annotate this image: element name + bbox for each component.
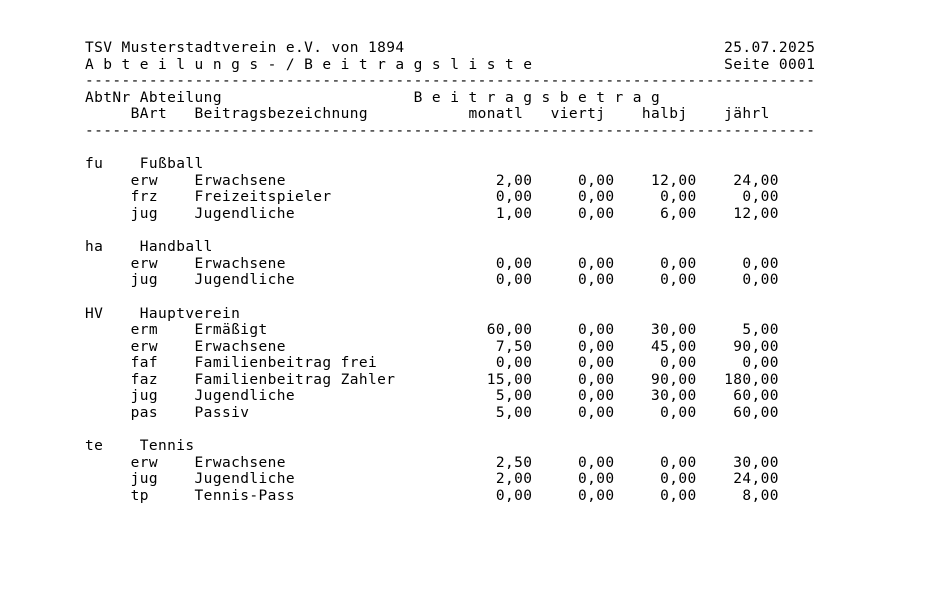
report-text: [85, 40, 875, 505]
section-spacer: [85, 289, 875, 306]
table-row: frz Freizeitspieler 0,00 0,00 0,00 0,00: [85, 189, 779, 206]
table-row: jug Jugendliche 1,00 0,00 6,00 12,00: [85, 205, 779, 222]
table-row: faz Familienbeitrag Zahler 15,00 0,00 90,00 180,00: [85, 371, 779, 388]
section-header: fu Fußball: [85, 156, 204, 173]
section-spacer: [85, 422, 875, 439]
report-header-title: A b t e i l u n g s - / B e i t r a g s l i s t e Seite 0001: [85, 56, 816, 73]
table-row: faf Familienbeitrag frei 0,00 0,00 0,00 0,00: [85, 355, 779, 372]
table-row: erw Erwachsene 2,50 0,00 0,00 30,00: [85, 454, 779, 471]
table-row: erw Erwachsene 7,50 0,00 45,00 90,00: [85, 338, 779, 355]
report-spacer: [85, 140, 875, 157]
report-rule-top: --------------------------------------------------------------------------------: [85, 73, 816, 90]
report-rule-bottom: --------------------------------------------------------------------------------: [85, 122, 816, 139]
table-row: tp Tennis-Pass 0,00 0,00 0,00 8,00: [85, 488, 779, 505]
report-column-header-2: BArt Beitragsbezeichnung monatl viertj halbj jährl: [85, 106, 770, 123]
report-header-org: TSV Musterstadtverein e.V. von 1894 25.07.2025: [85, 40, 816, 56]
table-row: jug Jugendliche 2,00 0,00 0,00 24,00: [85, 471, 779, 488]
section-header: ha Handball: [85, 239, 213, 256]
section-header: te Tennis: [85, 438, 195, 455]
table-row: erw Erwachsene 2,00 0,00 12,00 24,00: [85, 172, 779, 189]
table-row: erm Ermäßigt 60,00 0,00 30,00 5,00: [85, 322, 779, 339]
table-row: erw Erwachsene 0,00 0,00 0,00 0,00: [85, 255, 779, 272]
table-row: jug Jugendliche 0,00 0,00 0,00 0,00: [85, 272, 779, 289]
table-row: pas Passiv 5,00 0,00 0,00 60,00: [85, 405, 779, 422]
section-header: HV Hauptverein: [85, 305, 241, 322]
table-row: jug Jugendliche 5,00 0,00 30,00 60,00: [85, 388, 779, 405]
report-column-header-1: AbtNr Abteilung B e i t r a g s b e t r a g: [85, 89, 661, 106]
section-spacer: [85, 223, 875, 240]
